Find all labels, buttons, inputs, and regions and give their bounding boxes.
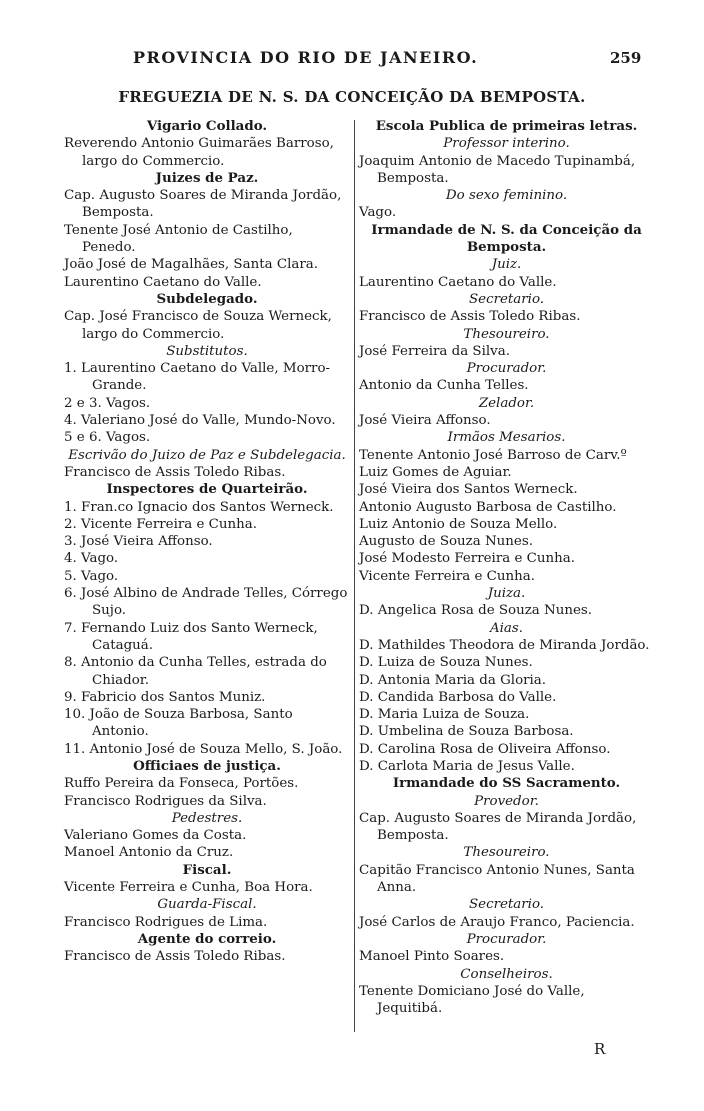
entry-line: 5 e 6. Vagos.: [64, 430, 151, 446]
entry-line: 9. Fabricio dos Santos Muniz.: [64, 689, 266, 705]
left-column: [64, 118, 350, 966]
entry-line: D. Maria Luiza de Souza.: [359, 707, 530, 723]
subsection-heading: Secretario.: [468, 291, 545, 307]
entry-line: José Ferreira da Silva.: [359, 343, 510, 359]
entry-line: Manoel Antonio da Cruz.: [64, 845, 234, 861]
section-heading: Fiscal.: [182, 861, 232, 878]
subsection-heading: Juiz.: [491, 257, 522, 273]
entry-line: D. Mathildes Theodora de Miranda Jordão.: [359, 637, 650, 653]
subsection-heading: Aias.: [489, 620, 524, 636]
entry-line: Laurentino Caetano do Valle.: [359, 274, 557, 290]
section-heading: Juizes de Paz.: [155, 169, 259, 186]
entry-line: 5. Vago.: [64, 568, 119, 584]
subsection-heading: Guarda-Fiscal.: [157, 897, 257, 913]
entry-line: D. Luiza de Souza Nunes.: [359, 655, 533, 671]
entry-line: D. Carlota Maria de Jesus Valle.: [359, 758, 575, 774]
entry-line: Cap. Augusto Soares de Miranda Jordão, Bemposta.: [64, 188, 342, 221]
entry-line: Vago.: [359, 205, 397, 221]
entry-line: 2 e 3. Vagos.: [64, 395, 151, 411]
section-heading: Agente do correio.: [137, 930, 277, 947]
subsection-heading: Irmãos Mesarios.: [447, 430, 566, 446]
entry-line: Cap. José Francisco de Souza Werneck, largo do Commercio.: [64, 309, 332, 342]
subsection-heading: Pedestres.: [171, 810, 243, 826]
entry-line: D. Umbelina de Souza Barbosa.: [359, 724, 574, 740]
subsection-heading: Conselheiros.: [460, 966, 553, 982]
entry-line: José Modesto Ferreira e Cunha.: [359, 551, 575, 567]
parish-title: FREGUEZIA DE N. S. DA CONCEIÇÃO DA BEMPOSTA.: [118, 88, 586, 106]
entry-line: Laurentino Caetano do Valle.: [64, 274, 262, 290]
subsection-heading: Substitutos.: [166, 343, 248, 359]
entry-line: 8. Antonio da Cunha Telles, estrada do Chiador.: [64, 655, 327, 688]
entry-line: 3. José Vieira Affonso.: [64, 534, 213, 550]
section-heading: Subdelegado.: [156, 290, 258, 307]
subsection-heading: Procurador.: [466, 361, 547, 377]
entry-line: Vicente Ferreira e Cunha, Boa Hora.: [64, 880, 313, 896]
entry-line: Ruffo Pereira da Fonseca, Portões.: [64, 776, 299, 792]
entry-line: Manoel Pinto Soares.: [359, 949, 505, 965]
entry-line: Francisco Rodrigues da Silva.: [64, 793, 267, 809]
entry-line: José Vieira Affonso.: [359, 413, 491, 429]
subsection-heading: Thesoureiro.: [463, 326, 550, 342]
entry-line: 1. Fran.co Ignacio dos Santos Werneck.: [64, 499, 334, 515]
page-number: 259: [610, 49, 642, 67]
entry-line: Capitão Francisco Antonio Nunes, Santa Anna.: [359, 862, 635, 896]
entry-line: 6. José Albino de Andrade Telles, Córrego Sujo.: [64, 586, 348, 619]
entry-line: Francisco Rodrigues de Lima.: [64, 914, 268, 930]
entry-line: Antonio Augusto Barbosa de Castilho.: [359, 499, 617, 515]
right-column: [359, 118, 654, 1017]
entry-line: Luiz Antonio de Souza Mello.: [359, 516, 558, 532]
entry-line: 10. João de Souza Barbosa, Santo Antonio.: [64, 707, 293, 740]
entry-line: D. Carolina Rosa de Oliveira Affonso.: [359, 741, 611, 757]
section-heading: Irmandade do SS Sacramento.: [392, 775, 621, 792]
catchword: R: [594, 1040, 606, 1058]
section-heading: Irmandade de N. S. da Conceição da Bemposta.: [371, 221, 642, 256]
entry-line: Francisco de Assis Toledo Ribas.: [64, 464, 286, 480]
entry-line: Luiz Gomes de Aguiar.: [359, 464, 512, 480]
subsection-heading: Provedor.: [474, 793, 539, 809]
entry-line: Francisco de Assis Toledo Ribas.: [64, 949, 286, 965]
entry-line: Valeriano Gomes da Costa.: [64, 828, 247, 844]
section-heading: Escola Publica de primeiras letras.: [375, 118, 638, 134]
subsection-heading: Do sexo feminino.: [445, 188, 568, 204]
entry-line: Cap. Augusto Soares de Miranda Jordão, Bemposta.: [359, 810, 637, 844]
entry-line: Francisco de Assis Toledo Ribas.: [359, 309, 581, 325]
column-rule: [354, 120, 355, 1032]
section-heading: Vigario Collado.: [146, 118, 268, 134]
entry-line: 4. Vago.: [64, 551, 119, 567]
entry-line: 1. Laurentino Caetano do Valle, Morro-Grande.: [64, 361, 331, 394]
section-heading: Officiaes de justiça.: [133, 757, 281, 774]
subsection-heading: Zelador.: [478, 395, 535, 411]
entry-line: 7. Fernando Luiz dos Santo Werneck, Cataguá.: [64, 620, 318, 653]
entry-line: Augusto de Souza Nunes.: [359, 534, 533, 550]
subsection-heading: Juiza.: [487, 586, 526, 602]
entry-line: Reverendo Antonio Guimarães Barroso, largo do Commercio.: [64, 136, 334, 169]
entry-line: 11. Antonio José de Souza Mello, S. João.: [64, 741, 343, 757]
subsection-heading: Procurador.: [466, 931, 547, 947]
entry-line: José Carlos de Araujo Franco, Paciencia.: [359, 914, 635, 930]
subsection-heading: Thesoureiro.: [463, 845, 550, 861]
entry-line: 4. Valeriano José do Valle, Mundo-Novo.: [64, 413, 336, 429]
entry-line: José Vieira dos Santos Werneck.: [359, 482, 578, 498]
entry-line: Vicente Ferreira e Cunha.: [359, 568, 535, 584]
entry-line: Joaquim Antonio de Macedo Tupinambá, Bemposta.: [359, 153, 636, 186]
entry-line: Tenente José Antonio de Castilho, Penedo.: [64, 222, 293, 256]
entry-line: Tenente Domiciano José do Valle, Jequitibá.: [359, 983, 585, 1017]
subsection-heading: Professor interino.: [443, 136, 570, 152]
section-heading: Inspectores de Quarteirão.: [106, 481, 308, 498]
entry-line: 2. Vicente Ferreira e Cunha.: [64, 516, 258, 532]
running-header: [0, 44, 704, 72]
entry-line: Tenente Antonio José Barroso de Carv.º: [359, 447, 627, 463]
entry-line: D. Antonia Maria da Gloria.: [359, 672, 547, 688]
entry-line: Antonio da Cunha Telles.: [359, 378, 529, 394]
header-title: PROVINCIA DO RIO DE JANEIRO.: [133, 48, 479, 67]
entry-line: D. Candida Barbosa do Valle.: [359, 689, 557, 705]
entry-line: João José de Magalhães, Santa Clara.: [64, 257, 318, 273]
entry-line: D. Angelica Rosa de Souza Nunes.: [359, 603, 593, 619]
subsection-heading: Secretario.: [468, 897, 545, 913]
subsection-heading: Escrivão do Juizo de Paz e Subdelegacia.: [68, 447, 346, 463]
